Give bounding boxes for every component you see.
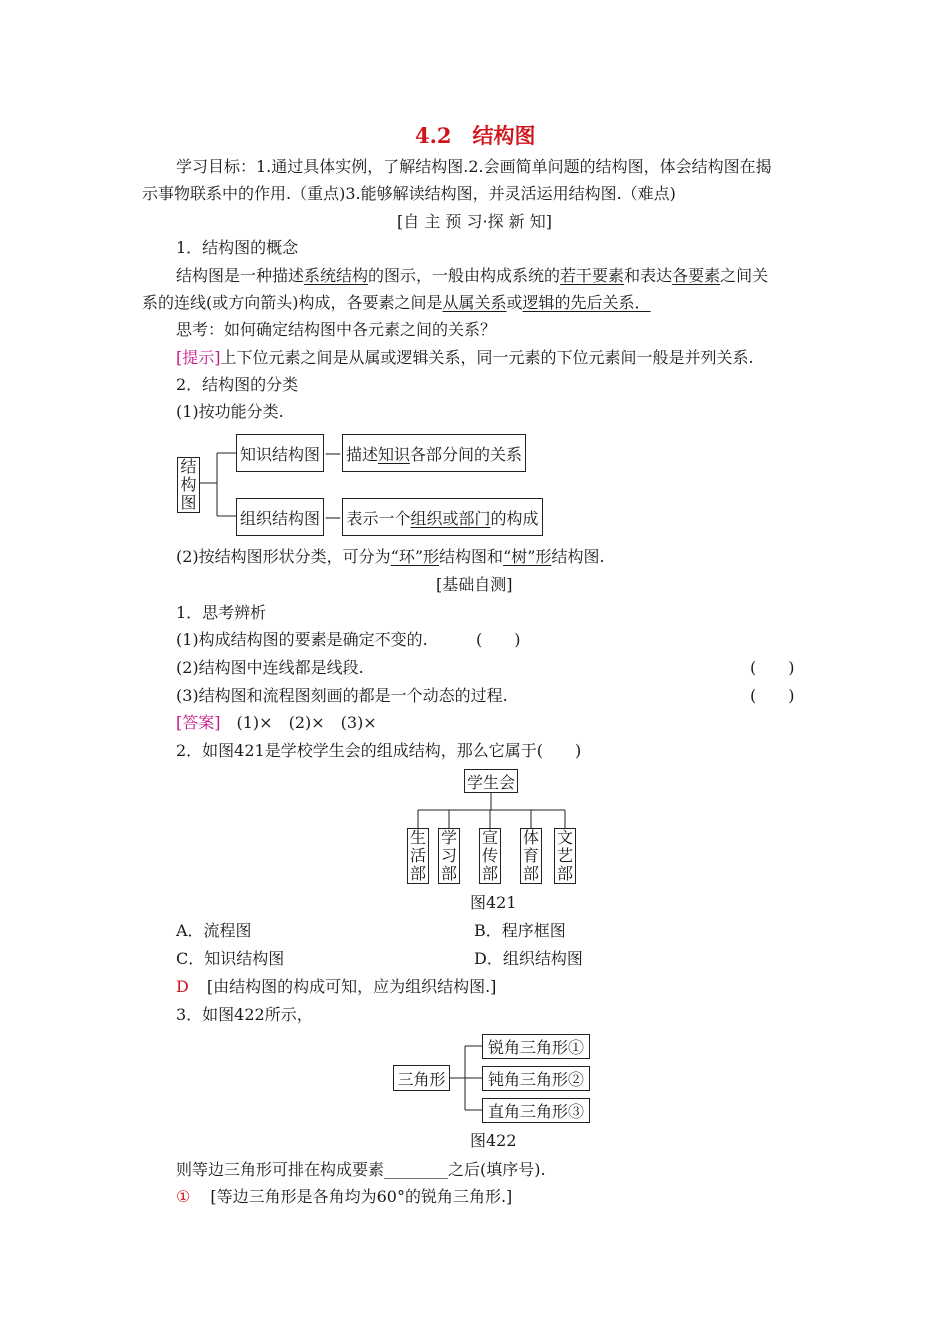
org-child-sports: [520, 828, 542, 884]
objectives-line-2: 示事物联系中的作用.（重点)3.能够解读结构图，并灵活运用结构图.（难点): [142, 184, 676, 203]
org-child-study: [438, 828, 460, 884]
q1-answer: [176, 713, 377, 733]
char: 部: [481, 864, 498, 883]
diagram-node-organization: 组织结构图: [236, 498, 324, 536]
classification-by-shape: [176, 547, 605, 567]
figure-caption-421: 图421: [470, 893, 517, 912]
text: 系的连线(或方向箭头)构成，各要素之间是: [142, 293, 443, 312]
char: 部: [522, 864, 539, 883]
diagram-desc-knowledge: [342, 434, 526, 472]
diagram-dash: —: [325, 507, 341, 526]
q1-paren-2: ( ): [750, 658, 795, 677]
q2-stem: 2．如图421是学校学生会的组成结构，那么它属于( ): [176, 741, 582, 760]
text: 结构图和: [439, 547, 504, 566]
blank-answer: 组织或部门: [410, 508, 491, 528]
text: 或: [506, 293, 523, 312]
char: 传: [481, 846, 498, 865]
q2-option-a: A．流程图: [176, 921, 252, 940]
char: 学: [440, 828, 457, 847]
q3-fill-blank: 则等边三角形可排在构成要素________之后(填序号).: [176, 1160, 546, 1179]
char: 部: [409, 864, 426, 883]
text: 结构图是一种描述: [176, 266, 305, 285]
section-preview-heading: [自 主 预 习·探 新 知]: [397, 212, 553, 231]
page-title: 4.2 结构图: [415, 123, 536, 148]
concept-heading: 1．结构图的概念: [176, 238, 299, 257]
answer-number: ①: [176, 1187, 191, 1206]
blank-answer: “环”形: [390, 547, 440, 566]
classification-by-function: (1)按功能分类.: [176, 402, 284, 421]
char: 文: [556, 828, 573, 847]
q2-option-c: C．知识结构图: [176, 949, 285, 968]
answer-letter: D: [176, 977, 189, 996]
answer-text: (1)× (2)× (3)×: [220, 713, 377, 732]
text: 的构成: [490, 508, 539, 528]
hint-text: 上下位元素之间是从属或逻辑关系，同一元素的下位元素间一般是并列关系.: [220, 348, 754, 367]
org-child-arts: [554, 828, 576, 884]
q3-answer: [176, 1187, 512, 1207]
q3-stem: 3．如图422所示，: [176, 1005, 313, 1024]
text: 之间关: [720, 266, 769, 285]
answer-label: [答案]: [176, 713, 221, 732]
q1-statement-1: (1)构成结构图的要素是确定不变的.: [176, 630, 428, 649]
section-test-heading: [基础自测]: [436, 575, 513, 594]
tri-child-right: 直角三角形③: [482, 1098, 590, 1123]
text: (2)按结构图形状分类，可分为: [176, 547, 391, 566]
answer-explanation: [等边三角形是各角均为60°的锐角三角形.]: [210, 1187, 513, 1206]
classification-heading: 2．结构图的分类: [176, 375, 299, 394]
org-root-student-union: 学生会: [464, 769, 518, 793]
q2-option-b: B．程序框图: [474, 921, 566, 940]
tri-child-obtuse: 钝角三角形②: [482, 1066, 590, 1091]
think-question: 思考：如何确定结构图中各元素之间的关系？: [176, 320, 497, 339]
char: 部: [440, 864, 457, 883]
char: 习: [440, 846, 457, 865]
blank-answer: 从属关系: [442, 293, 507, 312]
char: 生: [409, 828, 426, 847]
text: 的图示，一般由构成系统的: [368, 266, 561, 285]
text: 结构图.: [551, 547, 605, 566]
char: 体: [522, 828, 539, 847]
answer-explanation: [由结构图的构成可知，应为组织结构图.]: [206, 977, 497, 996]
q2-option-d: D．组织结构图: [474, 949, 583, 968]
char: 宣: [481, 828, 498, 847]
diagram-root-structure-chart: [177, 457, 200, 513]
char: 部: [556, 864, 573, 883]
q2-answer: [176, 977, 496, 997]
blank-answer: 系统结构: [304, 266, 369, 285]
q1-statement-2: (2)结构图中连线都是线段.: [176, 658, 364, 677]
text: 描述: [345, 444, 378, 464]
q1-paren-1: ( ): [476, 630, 521, 649]
diagram-node-knowledge: 知识结构图: [236, 434, 324, 472]
figure-caption-422: 图422: [470, 1131, 517, 1150]
blank-answer: 知识: [377, 444, 410, 464]
q1-paren-3: ( ): [750, 686, 795, 705]
q1-heading: 1．思考辨析: [176, 603, 267, 622]
char: 构: [180, 475, 197, 494]
text: 各部分间的关系: [410, 444, 523, 464]
char: 育: [522, 846, 539, 865]
blank-answer: “树”形: [503, 547, 552, 566]
diagram-dash: —: [325, 443, 341, 462]
blank-answer: 各要素: [672, 266, 721, 285]
objectives-line-1: 学习目标：1.通过具体实例，了解结构图.2.会画简单问题的结构图，体会结构图在揭: [176, 157, 772, 176]
char: 艺: [556, 846, 573, 865]
blank-answer: 逻辑的先后关系．: [522, 293, 651, 312]
diagram-desc-organization: [342, 498, 543, 536]
org-child-life: [407, 828, 429, 884]
text: 和表达: [624, 266, 673, 285]
text: 表示一个: [346, 508, 411, 528]
q1-statement-3: (3)结构图和流程图刻画的都是一个动态的过程.: [176, 686, 508, 705]
char: 结: [180, 457, 197, 476]
char: 活: [409, 846, 426, 865]
org-child-publicity: [479, 828, 501, 884]
tri-child-acute: 锐角三角形①: [482, 1034, 590, 1059]
blank-answer: 若干要素: [560, 266, 625, 285]
tri-root-triangle: 三角形: [393, 1065, 450, 1091]
char: 图: [180, 493, 197, 512]
hint-label: [提示]: [176, 348, 221, 367]
